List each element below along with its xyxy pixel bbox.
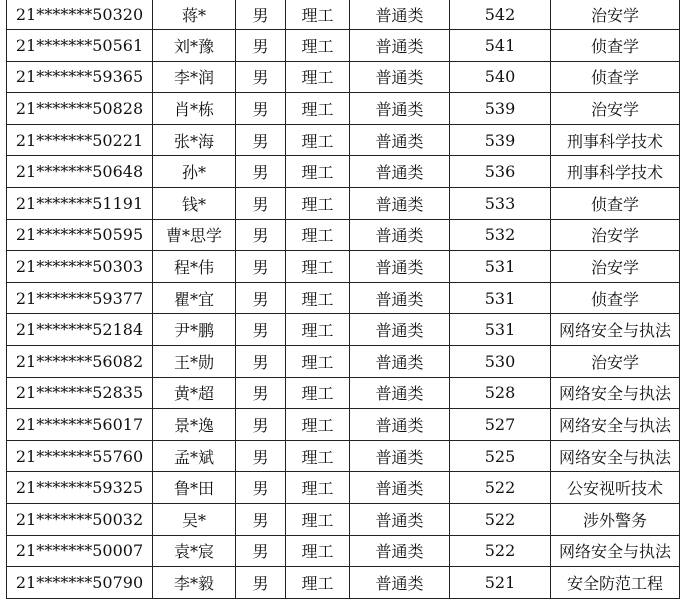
candidate-id-cell: 21*******50790 xyxy=(7,567,153,599)
candidate-name-cell: 李*润 xyxy=(153,61,236,93)
gender-cell: 男 xyxy=(236,535,286,567)
gender-cell: 男 xyxy=(236,472,286,504)
score-cell: 531 xyxy=(450,282,551,314)
score-cell: 522 xyxy=(450,503,551,535)
candidate-name-cell: 孟*斌 xyxy=(153,440,236,472)
category-cell: 普通类 xyxy=(350,472,450,504)
gender-cell: 男 xyxy=(236,219,286,251)
candidate-id-cell: 21*******59325 xyxy=(7,472,153,504)
subject-cell: 理工 xyxy=(286,282,350,314)
candidate-id-cell: 21*******59377 xyxy=(7,282,153,314)
candidate-id-cell: 21*******50221 xyxy=(7,124,153,156)
major-cell: 治安学 xyxy=(551,219,680,251)
gender-cell: 男 xyxy=(236,124,286,156)
major-cell: 侦查学 xyxy=(551,282,680,314)
candidate-name-cell: 张*海 xyxy=(153,124,236,156)
candidate-name-cell: 尹*鹏 xyxy=(153,314,236,346)
gender-cell: 男 xyxy=(236,93,286,125)
candidate-id-cell: 21*******50648 xyxy=(7,156,153,188)
category-cell: 普通类 xyxy=(350,0,450,30)
gender-cell: 男 xyxy=(236,30,286,62)
admission-table-sheet xyxy=(6,0,679,599)
table-row xyxy=(7,282,680,314)
gender-cell: 男 xyxy=(236,503,286,535)
candidate-name-cell: 鲁*田 xyxy=(153,472,236,504)
subject-cell: 理工 xyxy=(286,377,350,409)
score-cell: 539 xyxy=(450,124,551,156)
candidate-id-cell: 21*******50561 xyxy=(7,30,153,62)
category-cell: 普通类 xyxy=(350,535,450,567)
candidate-name-cell: 肖*栋 xyxy=(153,93,236,125)
score-cell: 521 xyxy=(450,567,551,599)
gender-cell: 男 xyxy=(236,345,286,377)
candidate-id-cell: 21*******51191 xyxy=(7,187,153,219)
candidate-id-cell: 21*******50032 xyxy=(7,503,153,535)
candidate-name-cell: 袁*宸 xyxy=(153,535,236,567)
table-row xyxy=(7,472,680,504)
candidate-id-cell: 21*******50828 xyxy=(7,93,153,125)
table-row xyxy=(7,503,680,535)
table-row xyxy=(7,377,680,409)
subject-cell: 理工 xyxy=(286,472,350,504)
candidate-id-cell: 21*******56017 xyxy=(7,409,153,441)
category-cell: 普通类 xyxy=(350,503,450,535)
major-cell: 网络安全与执法 xyxy=(551,535,680,567)
category-cell: 普通类 xyxy=(350,30,450,62)
subject-cell: 理工 xyxy=(286,409,350,441)
candidate-name-cell: 王*勋 xyxy=(153,345,236,377)
subject-cell: 理工 xyxy=(286,567,350,599)
table-row xyxy=(7,93,680,125)
candidate-name-cell: 蒋* xyxy=(153,0,236,30)
score-cell: 541 xyxy=(450,30,551,62)
candidate-name-cell: 钱* xyxy=(153,187,236,219)
table-row xyxy=(7,61,680,93)
candidate-name-cell: 刘*豫 xyxy=(153,30,236,62)
major-cell: 刑事科学技术 xyxy=(551,124,680,156)
candidate-name-cell: 吴* xyxy=(153,503,236,535)
candidate-id-cell: 21*******50303 xyxy=(7,251,153,283)
category-cell: 普通类 xyxy=(350,567,450,599)
score-cell: 527 xyxy=(450,409,551,441)
score-cell: 531 xyxy=(450,314,551,346)
category-cell: 普通类 xyxy=(350,93,450,125)
candidate-name-cell: 孙* xyxy=(153,156,236,188)
table-row xyxy=(7,535,680,567)
candidate-name-cell: 景*逸 xyxy=(153,409,236,441)
gender-cell: 男 xyxy=(236,61,286,93)
major-cell: 治安学 xyxy=(551,251,680,283)
score-cell: 522 xyxy=(450,472,551,504)
category-cell: 普通类 xyxy=(350,409,450,441)
gender-cell: 男 xyxy=(236,0,286,30)
category-cell: 普通类 xyxy=(350,156,450,188)
gender-cell: 男 xyxy=(236,251,286,283)
category-cell: 普通类 xyxy=(350,61,450,93)
major-cell: 网络安全与执法 xyxy=(551,440,680,472)
gender-cell: 男 xyxy=(236,567,286,599)
major-cell: 侦查学 xyxy=(551,187,680,219)
gender-cell: 男 xyxy=(236,156,286,188)
candidate-id-cell: 21*******52835 xyxy=(7,377,153,409)
gender-cell: 男 xyxy=(236,409,286,441)
candidate-id-cell: 21*******52184 xyxy=(7,314,153,346)
category-cell: 普通类 xyxy=(350,440,450,472)
candidate-id-cell: 21*******50595 xyxy=(7,219,153,251)
candidate-name-cell: 黄*超 xyxy=(153,377,236,409)
table-row xyxy=(7,567,680,599)
major-cell: 涉外警务 xyxy=(551,503,680,535)
score-cell: 539 xyxy=(450,93,551,125)
subject-cell: 理工 xyxy=(286,156,350,188)
table-row xyxy=(7,219,680,251)
table-row xyxy=(7,251,680,283)
score-cell: 530 xyxy=(450,345,551,377)
major-cell: 治安学 xyxy=(551,0,680,30)
candidate-id-cell: 21*******50320 xyxy=(7,0,153,30)
gender-cell: 男 xyxy=(236,187,286,219)
table-row xyxy=(7,187,680,219)
candidate-name-cell: 曹*思学 xyxy=(153,219,236,251)
score-cell: 531 xyxy=(450,251,551,283)
category-cell: 普通类 xyxy=(350,345,450,377)
table-row xyxy=(7,440,680,472)
subject-cell: 理工 xyxy=(286,251,350,283)
gender-cell: 男 xyxy=(236,377,286,409)
subject-cell: 理工 xyxy=(286,503,350,535)
subject-cell: 理工 xyxy=(286,187,350,219)
candidate-id-cell: 21*******59365 xyxy=(7,61,153,93)
subject-cell: 理工 xyxy=(286,30,350,62)
table-row xyxy=(7,0,680,30)
gender-cell: 男 xyxy=(236,314,286,346)
category-cell: 普通类 xyxy=(350,219,450,251)
table-row xyxy=(7,156,680,188)
table-row xyxy=(7,345,680,377)
subject-cell: 理工 xyxy=(286,345,350,377)
table-row xyxy=(7,30,680,62)
subject-cell: 理工 xyxy=(286,535,350,567)
candidate-id-cell: 21*******50007 xyxy=(7,535,153,567)
candidate-id-cell: 21*******55760 xyxy=(7,440,153,472)
score-cell: 525 xyxy=(450,440,551,472)
subject-cell: 理工 xyxy=(286,124,350,156)
category-cell: 普通类 xyxy=(350,124,450,156)
major-cell: 网络安全与执法 xyxy=(551,409,680,441)
subject-cell: 理工 xyxy=(286,219,350,251)
candidate-name-cell: 瞿*宜 xyxy=(153,282,236,314)
table-body xyxy=(7,0,680,598)
major-cell: 侦查学 xyxy=(551,61,680,93)
category-cell: 普通类 xyxy=(350,251,450,283)
score-cell: 540 xyxy=(450,61,551,93)
score-cell: 542 xyxy=(450,0,551,30)
category-cell: 普通类 xyxy=(350,187,450,219)
table-row xyxy=(7,124,680,156)
subject-cell: 理工 xyxy=(286,0,350,30)
major-cell: 治安学 xyxy=(551,93,680,125)
score-cell: 533 xyxy=(450,187,551,219)
score-cell: 532 xyxy=(450,219,551,251)
major-cell: 安全防范工程 xyxy=(551,567,680,599)
category-cell: 普通类 xyxy=(350,377,450,409)
gender-cell: 男 xyxy=(236,282,286,314)
subject-cell: 理工 xyxy=(286,314,350,346)
subject-cell: 理工 xyxy=(286,440,350,472)
table-row xyxy=(7,314,680,346)
category-cell: 普通类 xyxy=(350,282,450,314)
major-cell: 公安视听技术 xyxy=(551,472,680,504)
major-cell: 治安学 xyxy=(551,345,680,377)
score-cell: 522 xyxy=(450,535,551,567)
candidate-name-cell: 李*毅 xyxy=(153,567,236,599)
major-cell: 网络安全与执法 xyxy=(551,314,680,346)
major-cell: 网络安全与执法 xyxy=(551,377,680,409)
subject-cell: 理工 xyxy=(286,93,350,125)
candidate-name-cell: 程*伟 xyxy=(153,251,236,283)
category-cell: 普通类 xyxy=(350,314,450,346)
major-cell: 刑事科学技术 xyxy=(551,156,680,188)
gender-cell: 男 xyxy=(236,440,286,472)
score-cell: 528 xyxy=(450,377,551,409)
major-cell: 侦查学 xyxy=(551,30,680,62)
table-row xyxy=(7,409,680,441)
subject-cell: 理工 xyxy=(286,61,350,93)
candidate-id-cell: 21*******56082 xyxy=(7,345,153,377)
admission-list-table xyxy=(6,0,680,599)
score-cell: 536 xyxy=(450,156,551,188)
